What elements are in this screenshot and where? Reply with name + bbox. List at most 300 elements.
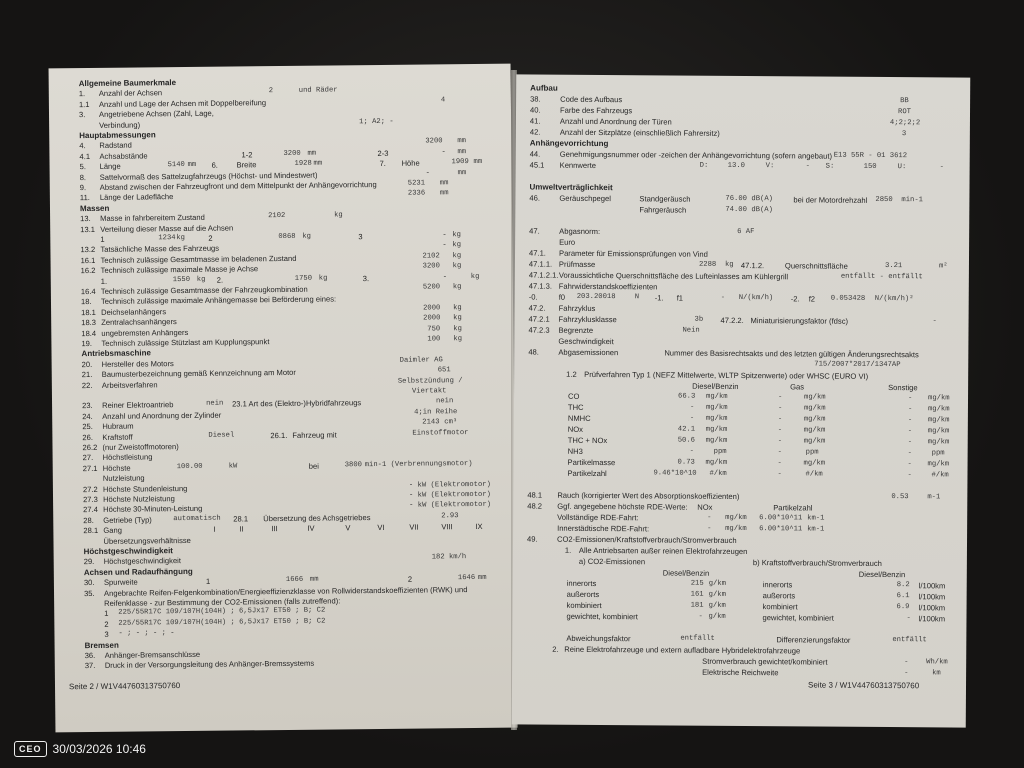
field-label: Anhänger-Bremsanschlüsse bbox=[104, 649, 201, 660]
field-label: kombiniert bbox=[566, 600, 602, 611]
field-value: mg/km bbox=[803, 459, 826, 468]
field-value: mg/km bbox=[725, 513, 747, 523]
field-value: 6.00*10^11 bbox=[759, 514, 803, 523]
field-label: 1. bbox=[78, 89, 86, 99]
field-label: 49. bbox=[526, 534, 538, 544]
field-label: Reine Elektrofahrzeuge und extern aufladbare Hybridelektrofahrzeuge bbox=[564, 644, 801, 656]
field-label: -1. bbox=[654, 293, 664, 303]
field-label: 2 bbox=[407, 574, 413, 584]
field-value: - bbox=[707, 524, 712, 533]
field-label: Rauch (korrigierter Wert des Absorptionskoeffizienten) bbox=[557, 490, 740, 501]
field-value: 0.53 bbox=[891, 493, 909, 502]
field-value: 3200 bbox=[425, 137, 443, 146]
field-value: mg/km bbox=[705, 425, 728, 434]
field-value: - bbox=[777, 426, 783, 435]
field-value: #/km bbox=[931, 471, 949, 480]
field-label: Masse in fahrbereitem Zustand bbox=[100, 212, 205, 224]
field-label: NOx bbox=[567, 424, 584, 434]
field-value: kg bbox=[452, 251, 462, 261]
field-label: I bbox=[213, 524, 216, 534]
field-value: Nein bbox=[682, 326, 700, 335]
field-label: Angetriebene Achsen (Zahl, Lage, bbox=[98, 108, 214, 120]
field-label: 27.3 bbox=[83, 494, 98, 505]
field-value: V: bbox=[765, 162, 775, 171]
field-label: 27.2 bbox=[82, 484, 98, 494]
field-label: Partikelzahl bbox=[567, 468, 607, 479]
field-value: - ; - ; - ; - bbox=[118, 629, 175, 638]
field-label: Abgasnorm: bbox=[559, 226, 601, 237]
field-label: Partikelmasse bbox=[567, 457, 616, 468]
field-value: 3800 bbox=[344, 460, 363, 470]
field-value: kW bbox=[228, 462, 238, 471]
field-label: Höchstgeschwindigkeit bbox=[103, 556, 181, 567]
field-label: Begrenzte bbox=[558, 325, 594, 335]
field-value: - bbox=[720, 293, 726, 302]
field-value: nein bbox=[206, 400, 224, 409]
field-value: mg/km bbox=[803, 426, 826, 435]
field-label: VII bbox=[409, 522, 419, 532]
field-label: THC bbox=[567, 402, 584, 412]
field-label: Diesel/Benzin bbox=[662, 568, 710, 578]
field-label: 26.1. bbox=[270, 430, 288, 440]
field-label: Parameter für Emissionsprüfungen von Vind bbox=[558, 248, 708, 259]
field-label: 41. bbox=[529, 116, 541, 126]
field-value: mg/km bbox=[803, 415, 826, 424]
field-value: - bbox=[907, 427, 913, 436]
field-label: 26. bbox=[82, 432, 94, 442]
field-label: Breite bbox=[236, 160, 257, 170]
field-label: Technisch zulässige maximale Anhängemasse bei Beförderung eines: bbox=[100, 294, 337, 307]
field-label: 45.1 bbox=[529, 160, 545, 170]
field-label: Elektrische Reichweite bbox=[702, 667, 779, 678]
field-label: Getriebe (Typ) bbox=[103, 515, 152, 525]
field-label: Anzahl und Lage der Achsen mit Doppelbereifung bbox=[98, 97, 267, 109]
field-label: NH3 bbox=[567, 446, 583, 456]
field-value: - kW (Elektromotor) bbox=[408, 490, 492, 500]
field-label: 37. bbox=[84, 661, 96, 671]
field-label: 5. bbox=[79, 162, 86, 172]
field-value: - bbox=[805, 162, 810, 171]
field-value: 3200 bbox=[283, 149, 301, 158]
field-value: g/km bbox=[708, 579, 727, 588]
form-row bbox=[512, 665, 966, 679]
field-label: 38. bbox=[530, 94, 541, 104]
field-label: ungebremsten Anhängers bbox=[101, 327, 189, 338]
field-value: 203.20018 bbox=[576, 292, 616, 302]
field-value: 8.2 bbox=[896, 581, 910, 590]
field-value: 6.1 bbox=[896, 592, 910, 601]
field-value: 181 bbox=[690, 601, 704, 610]
field-value: ppm bbox=[931, 449, 945, 458]
field-value: mg/km bbox=[706, 392, 728, 401]
field-value: 1234 bbox=[158, 234, 176, 243]
field-value: - bbox=[907, 416, 913, 425]
field-label: Reiner Elektroantrieb bbox=[102, 400, 174, 411]
field-label: NOx bbox=[697, 502, 713, 512]
field-label: Technisch zulässige Gesamtmasse im beladenen Zustand bbox=[100, 253, 297, 265]
field-value: mg/km bbox=[725, 524, 747, 534]
field-value: kg bbox=[453, 324, 462, 333]
field-value: kg bbox=[724, 260, 734, 269]
field-label: f2 bbox=[808, 294, 816, 304]
field-value: min-1 (Verbrennungsmotor) bbox=[364, 459, 473, 469]
field-label: l/100km bbox=[918, 614, 946, 624]
field-label: VI bbox=[377, 523, 385, 533]
field-label: Verbindung) bbox=[99, 120, 141, 130]
field-value: #/km bbox=[709, 469, 727, 478]
field-value: 50.6 bbox=[677, 436, 696, 445]
field-label: Alle Antriebsarten außer reinen Elektrofahrzeugen bbox=[578, 545, 748, 557]
field-value: mg/km bbox=[927, 427, 950, 436]
field-value: 2.93 bbox=[441, 511, 459, 521]
field-value: kg bbox=[176, 234, 186, 243]
field-value: mm bbox=[307, 149, 317, 158]
field-label: Achsabstände bbox=[99, 151, 148, 161]
field-value: #/km bbox=[805, 470, 823, 479]
field-label: 3 bbox=[104, 630, 109, 640]
field-label: 40. bbox=[529, 105, 541, 115]
field-label: Hubraum bbox=[102, 421, 134, 432]
section-heading: Antriebsmaschine bbox=[81, 348, 151, 359]
field-label: 47.2.3 bbox=[528, 325, 550, 335]
field-value: 2288 bbox=[698, 260, 717, 269]
field-label: 13.1 bbox=[80, 224, 96, 234]
field-value: 5200 bbox=[422, 283, 441, 292]
field-label: Spurweite bbox=[103, 577, 138, 588]
field-value: mg/km bbox=[705, 458, 728, 467]
field-label: 28.1 bbox=[83, 526, 99, 536]
field-label: 7. bbox=[379, 159, 386, 169]
field-value: Diesel bbox=[208, 431, 235, 440]
field-value: automatisch bbox=[173, 514, 221, 523]
field-label: 20. bbox=[81, 359, 93, 369]
field-value: nein bbox=[436, 397, 454, 406]
field-label: THC + NOx bbox=[567, 435, 608, 446]
field-value: 1; A2; - bbox=[359, 117, 394, 126]
field-label: 1. bbox=[100, 276, 108, 286]
field-value: 3200 bbox=[422, 262, 440, 271]
field-label: 9. bbox=[79, 183, 87, 193]
field-value: mg/km bbox=[705, 436, 728, 445]
field-label: l/100km bbox=[918, 581, 946, 591]
field-label: Abstand zwischen der Fahrzeugfront und dem Mittelpunkt der Anhängevorrichtung bbox=[99, 180, 377, 192]
field-value: - bbox=[777, 470, 782, 479]
field-label: IV bbox=[307, 523, 315, 533]
field-value: - bbox=[777, 459, 782, 468]
camera-logo: CEO bbox=[14, 741, 47, 757]
field-label: 47. bbox=[529, 226, 540, 236]
field-value: 6 AF bbox=[737, 227, 755, 237]
field-label: 47.2.2. bbox=[720, 315, 744, 326]
field-value: mg/km bbox=[705, 403, 728, 412]
field-label: 21. bbox=[81, 370, 93, 380]
field-label: Reifenklasse - zur Bestimmung der CO2-Emissionen (falls zutreffend): bbox=[104, 596, 341, 608]
field-value: mg/km bbox=[927, 460, 950, 469]
field-label: Höchstleistung bbox=[102, 452, 153, 463]
field-value: - bbox=[932, 317, 937, 326]
field-label: innerorts bbox=[762, 580, 793, 590]
field-label: Querschnittsfläche bbox=[784, 261, 848, 271]
field-value: km-1 bbox=[807, 525, 825, 534]
field-value: mg/km bbox=[803, 437, 826, 446]
field-label: Gas bbox=[790, 382, 805, 392]
field-label: Technisch zulässige maximale Masse je Achse bbox=[100, 264, 259, 276]
field-value: entfällt bbox=[892, 636, 927, 645]
field-label: Differenzierungsfaktor bbox=[776, 635, 851, 645]
field-value: 1909 bbox=[451, 158, 469, 167]
field-value: ppm bbox=[805, 448, 819, 457]
field-value: N/(km/h) bbox=[738, 293, 774, 303]
field-value: N bbox=[634, 293, 640, 302]
field-label: Anzahl und Anordnung der Türen bbox=[559, 116, 672, 127]
field-value: 651 bbox=[437, 366, 451, 375]
field-value: - bbox=[904, 669, 909, 678]
field-label: 1.2 bbox=[566, 369, 577, 379]
field-value: 0.73 bbox=[677, 458, 695, 467]
section-heading: Aufbau bbox=[530, 83, 558, 93]
field-value: Daimler AG bbox=[399, 356, 443, 365]
field-value: 0.053428 bbox=[830, 294, 866, 303]
field-value: BB bbox=[900, 97, 909, 106]
field-value: 100 bbox=[427, 335, 441, 344]
field-label: Sattelvormaß des Sattelzugfahrzeugs (Höchst- und Mindestwert) bbox=[99, 170, 318, 182]
field-label: 30. bbox=[83, 578, 95, 588]
field-value: 6.00*10^11 bbox=[759, 525, 803, 534]
field-value: kg bbox=[452, 231, 461, 240]
section-heading: Umweltverträglichkeit bbox=[529, 182, 613, 193]
section-heading: Anhängevorrichtung bbox=[529, 138, 609, 149]
field-value: mg/km bbox=[927, 405, 950, 414]
field-value: - bbox=[689, 447, 695, 456]
field-label: Code des Aufbaus bbox=[560, 94, 623, 105]
field-value: 13.0 bbox=[727, 161, 745, 171]
field-label: Fahrzyklus bbox=[558, 303, 596, 313]
field-label: 35. bbox=[83, 588, 95, 598]
field-label: 27. bbox=[82, 453, 94, 463]
field-value: 6.9 bbox=[896, 603, 910, 612]
field-value: - kW (Elektromotor) bbox=[408, 480, 491, 490]
field-label: Genehmigungsnummer oder -zeichen der Anhängevorrichtung (sofern angebaut) bbox=[559, 149, 833, 161]
field-value: kg bbox=[470, 272, 480, 281]
field-value: km-1 bbox=[807, 514, 825, 523]
field-label: Gang bbox=[103, 525, 123, 536]
field-label: Zentralachsanhängers bbox=[101, 317, 177, 328]
field-label: Abweichungsfaktor bbox=[566, 633, 631, 644]
field-value: mg/km bbox=[803, 404, 826, 413]
field-label: Diesel/Benzin bbox=[692, 381, 739, 391]
field-label: 24. bbox=[82, 411, 93, 421]
field-label: bei der Motordrehzahl bbox=[793, 195, 868, 205]
field-label: f0 bbox=[558, 292, 566, 302]
field-value: - bbox=[689, 403, 695, 412]
field-label: 47.1.2. bbox=[740, 260, 765, 271]
field-value: 215 bbox=[690, 579, 704, 588]
field-label: 1 bbox=[205, 576, 211, 587]
field-label: VIII bbox=[441, 522, 453, 532]
field-label: 47.2. bbox=[528, 303, 546, 313]
field-label: -0. bbox=[528, 292, 538, 302]
field-label: 48.1 bbox=[527, 490, 543, 500]
field-value: 5140 bbox=[167, 161, 185, 170]
field-value: mm bbox=[477, 574, 487, 583]
field-label: Arbeitsverfahren bbox=[101, 379, 158, 390]
field-value: 715/2007*2017/1347AP bbox=[814, 360, 901, 370]
field-label: 27.4 bbox=[83, 505, 98, 515]
field-value: 0868 bbox=[278, 232, 296, 242]
field-value: - bbox=[698, 612, 703, 621]
field-value: mg/km bbox=[803, 393, 826, 402]
field-value: g/km bbox=[708, 612, 726, 621]
field-label: 47.1.1. bbox=[528, 259, 553, 269]
field-label: f1 bbox=[676, 293, 684, 303]
field-label: Miniaturisierungsfaktor (fdsc) bbox=[750, 316, 849, 326]
field-label: Geschwindigkeit bbox=[558, 336, 614, 347]
field-label: Angebrachte Reifen-Felgenkombination/Energieeffizienzklasse von Rollwiderstandskoeffizienten (RWK) und bbox=[103, 584, 468, 598]
field-label: Kennwerte bbox=[559, 160, 596, 170]
field-value: - bbox=[442, 241, 447, 250]
field-label: Höchste bbox=[102, 463, 131, 473]
field-label: Fahrwiderstandskoeffizienten bbox=[558, 281, 658, 292]
field-value: - bbox=[425, 169, 431, 178]
field-value: 161 bbox=[690, 590, 704, 599]
field-value: kg bbox=[453, 314, 462, 323]
field-label: außerorts bbox=[762, 591, 796, 601]
field-value: - bbox=[689, 414, 695, 423]
field-value: mg/km bbox=[927, 438, 950, 447]
field-label: l/100km bbox=[918, 592, 946, 602]
field-label: Stromverbrauch gewichtet/kombiniert bbox=[702, 656, 828, 667]
field-value: mm bbox=[439, 189, 449, 198]
field-value: - bbox=[907, 438, 913, 447]
field-value: - bbox=[906, 614, 911, 623]
field-value: 750 bbox=[427, 324, 441, 334]
field-value: 150 bbox=[863, 162, 877, 171]
field-value: - bbox=[777, 404, 783, 413]
field-label: bei bbox=[308, 461, 319, 471]
field-label: NMHC bbox=[567, 413, 591, 423]
field-label: 16.1 bbox=[80, 255, 96, 265]
field-label: 18.3 bbox=[81, 318, 97, 328]
field-label: innerorts bbox=[566, 578, 597, 588]
section-heading: Allgemeine Baumerkmale bbox=[78, 78, 177, 89]
field-label: 13.2 bbox=[80, 245, 96, 255]
field-label: 1.1 bbox=[78, 99, 90, 109]
field-label: Höchste Nutzleistung bbox=[103, 494, 175, 504]
field-value: mm bbox=[313, 159, 323, 168]
field-label: 42. bbox=[529, 127, 541, 137]
field-value: - kW (Elektromotor) bbox=[409, 501, 492, 511]
field-label: Sonstige bbox=[888, 383, 918, 393]
field-value: 2336 bbox=[407, 189, 426, 199]
field-label: 44. bbox=[529, 149, 541, 159]
field-value: D: bbox=[699, 161, 709, 170]
field-label: 46. bbox=[529, 193, 541, 203]
section-heading: Achsen und Radaufhängung bbox=[83, 566, 193, 577]
field-value: Viertakt bbox=[411, 387, 447, 396]
field-label: 23. bbox=[82, 401, 93, 411]
field-value: kg bbox=[196, 275, 206, 284]
field-value: 1550 bbox=[172, 275, 191, 284]
field-label: II bbox=[239, 524, 244, 534]
field-value: mg/km bbox=[927, 416, 950, 425]
field-value: 2000 bbox=[423, 304, 441, 313]
field-label: Übersetzung des Achsgetriebes bbox=[263, 512, 371, 524]
field-value: 1928 bbox=[294, 159, 312, 169]
field-label: Kraftstoff bbox=[102, 432, 133, 442]
field-label: a) CO2-Emissionen bbox=[578, 556, 646, 567]
field-label: III bbox=[271, 524, 278, 534]
field-label: gewichtet, kombiniert bbox=[566, 611, 638, 622]
field-value: - bbox=[777, 448, 782, 457]
field-value: 4;in Reihe bbox=[414, 407, 458, 417]
field-value: 2102 bbox=[268, 212, 286, 221]
field-value: m² bbox=[938, 262, 948, 271]
field-value: und Räder bbox=[298, 86, 338, 96]
field-value: - bbox=[907, 394, 913, 403]
field-label: Übersetzungsverhältnisse bbox=[103, 535, 191, 546]
field-label: Voraussichtliche Querschnittsfläche des Lufteinlasses am Kühlergrill bbox=[558, 270, 789, 282]
field-value: 2850 bbox=[875, 195, 893, 205]
field-label: 4.1 bbox=[79, 151, 91, 161]
field-value: kg bbox=[334, 211, 343, 220]
field-label: 47.2.1 bbox=[528, 314, 550, 324]
field-value: kg bbox=[452, 262, 462, 271]
field-value: mm bbox=[187, 161, 197, 170]
field-label: Anzahl der Sitzplätze (einschließlich Fahrersitz) bbox=[559, 127, 720, 138]
field-label: 2-3 bbox=[377, 148, 389, 158]
field-label: Höchste Stundenleistung bbox=[102, 483, 188, 494]
field-value: 42.1 bbox=[677, 425, 696, 434]
field-value: km bbox=[932, 669, 941, 678]
field-value: mm bbox=[457, 147, 467, 156]
field-label: Diesel/Benzin bbox=[858, 569, 906, 580]
field-label: 48. bbox=[528, 347, 539, 357]
field-label: 8. bbox=[79, 172, 87, 182]
field-label: 11. bbox=[79, 193, 90, 203]
field-label: CO bbox=[567, 391, 580, 401]
field-value: 4;2;2;2 bbox=[889, 119, 921, 128]
field-value: - bbox=[907, 471, 912, 480]
field-label: Radstand bbox=[99, 140, 132, 151]
field-label: 4. bbox=[79, 141, 86, 151]
field-value: entfällt bbox=[680, 634, 715, 643]
field-label: 2. bbox=[552, 644, 559, 654]
field-label: 47.1. bbox=[528, 248, 546, 258]
field-value: 4 bbox=[440, 96, 446, 105]
field-value: m-1 bbox=[927, 493, 941, 502]
field-value: 3 bbox=[901, 130, 907, 139]
field-label: 22. bbox=[81, 380, 93, 390]
field-label: gewichtet, kombiniert bbox=[762, 613, 834, 623]
field-label: Hersteller des Motors bbox=[101, 358, 174, 369]
field-label: Vollständige RDE-Fahrt: bbox=[557, 512, 639, 523]
document-page-3 bbox=[512, 74, 971, 727]
field-label: Standgeräusch bbox=[639, 194, 691, 204]
field-value: 3.21 bbox=[884, 262, 903, 271]
field-value: Wh/km bbox=[926, 658, 948, 667]
field-label: Länge bbox=[99, 161, 121, 172]
field-value: 5231 bbox=[407, 179, 426, 188]
field-label: Verteilung dieser Masse auf die Achsen bbox=[100, 223, 234, 234]
section-heading: Hauptabmessungen bbox=[79, 130, 156, 141]
field-label: 23.1 Art des (Elektro-)Hybridfahrzeugs bbox=[232, 398, 362, 409]
field-value: - bbox=[441, 148, 446, 157]
field-value: 2 bbox=[268, 87, 274, 96]
field-label: Nummer des Basisrechtsakts und des letzten gültigen Änderungsrechtsakts bbox=[664, 348, 919, 360]
field-label: Nutzleistung bbox=[102, 473, 145, 484]
field-value: kg bbox=[318, 274, 328, 283]
field-label: 6. bbox=[211, 160, 218, 170]
